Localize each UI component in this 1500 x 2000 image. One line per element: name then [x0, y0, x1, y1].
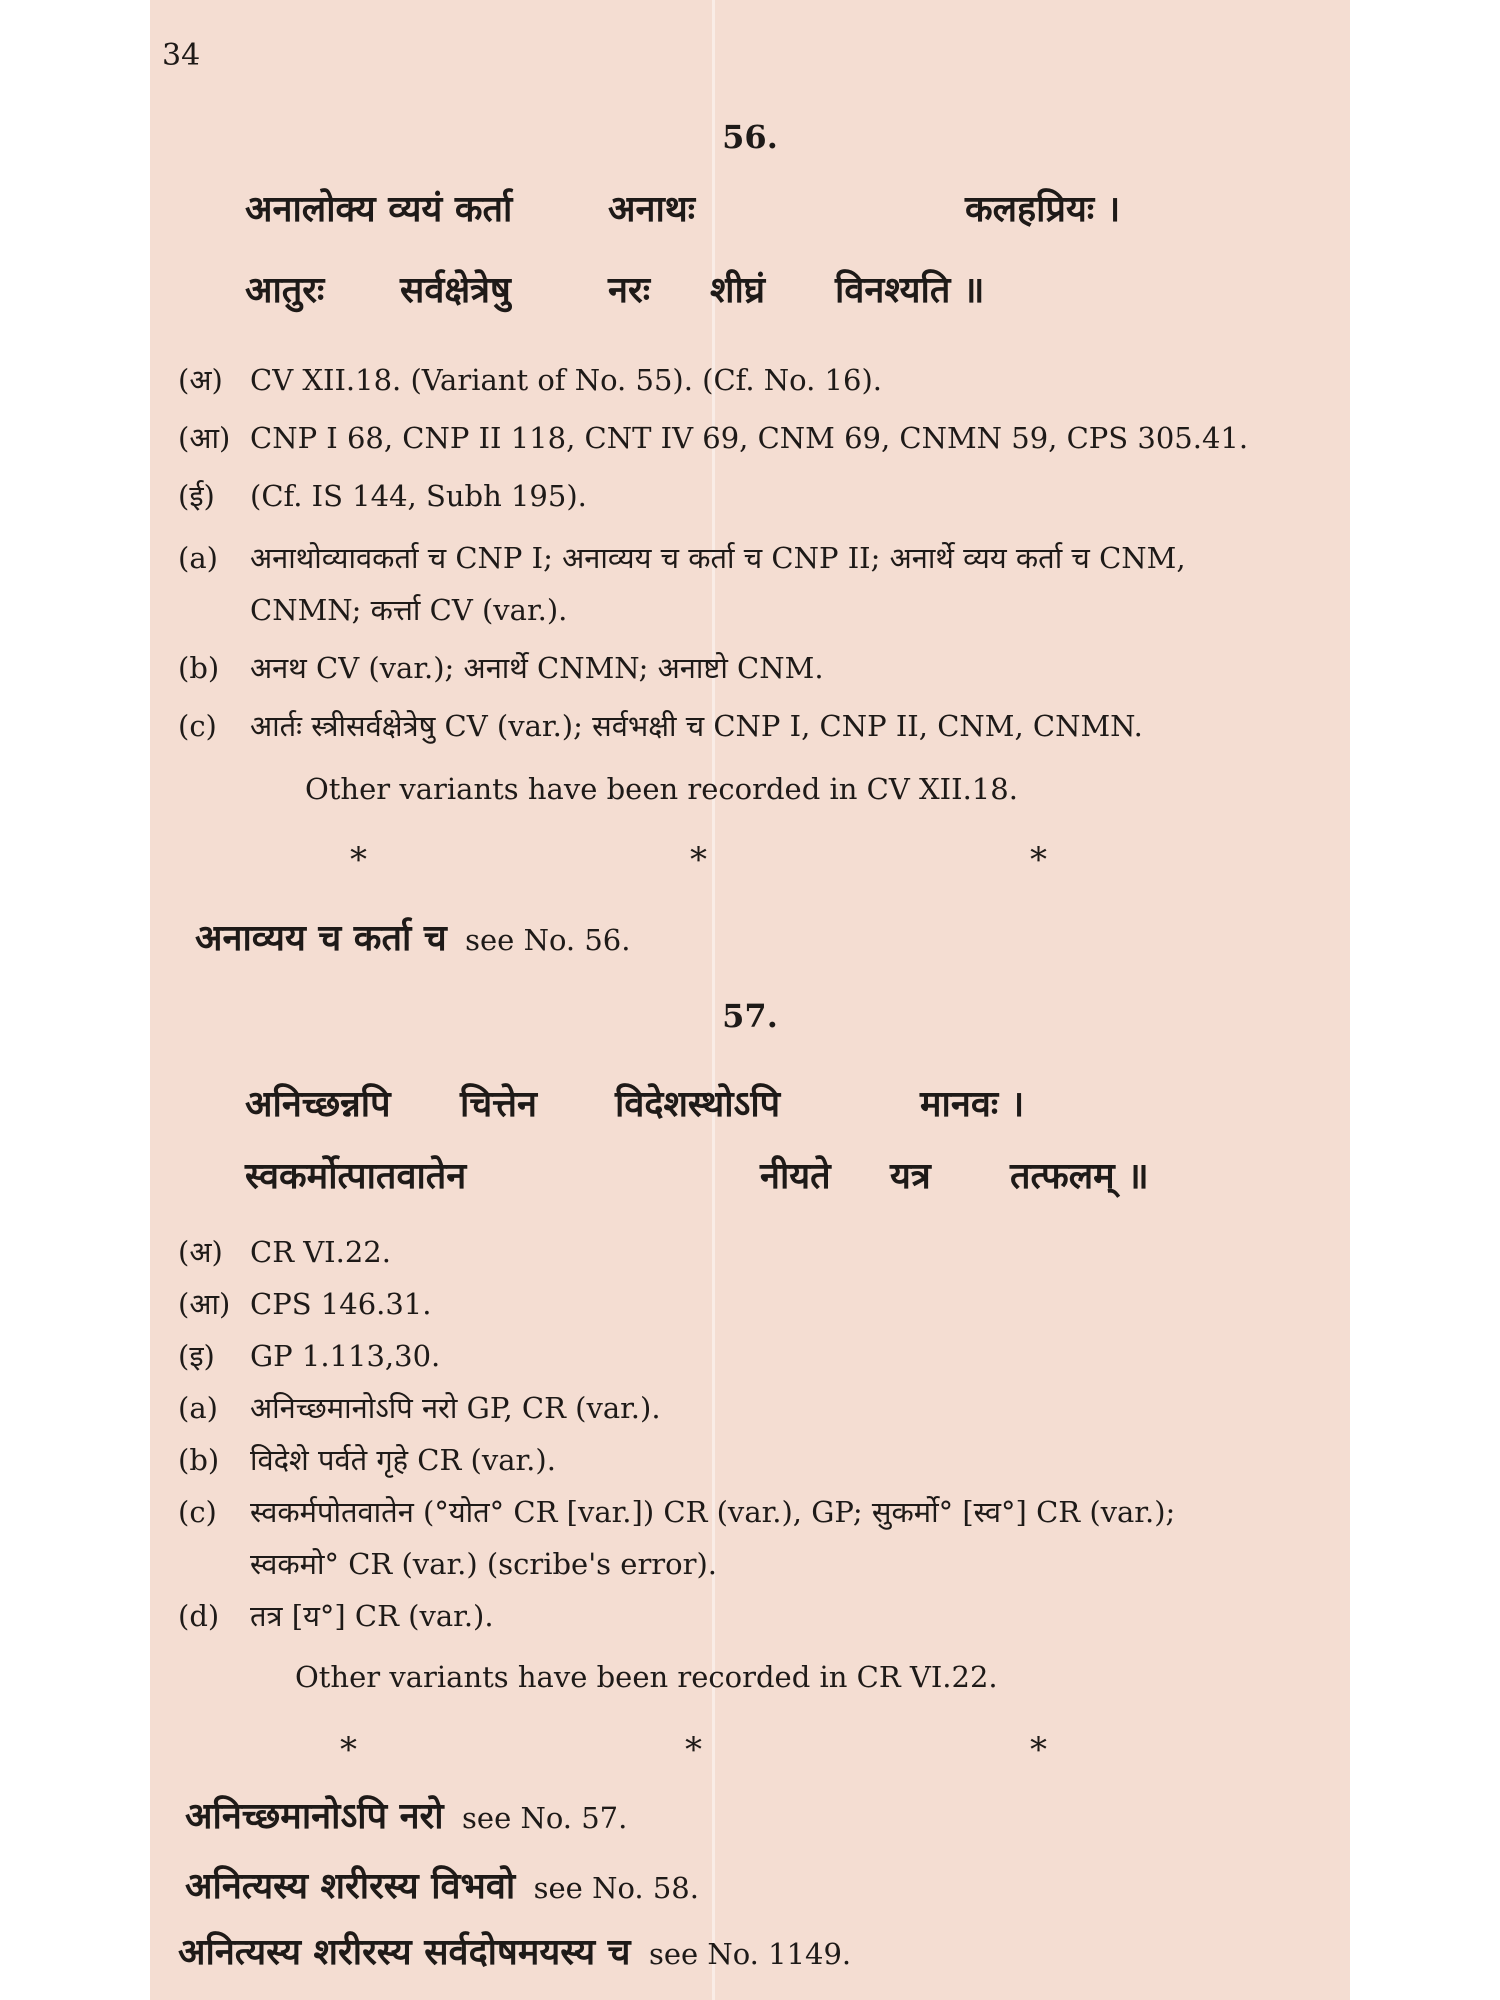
cross-reference: अनित्यस्य शरीरस्य सर्वदोषमयस्य च see No. 1149.: [178, 1931, 852, 1973]
separator-star: *: [1030, 840, 1047, 880]
entry-57-note: Other variants have been recorded in CR VI.22.: [295, 1660, 998, 1694]
ref-line: (अ) CR VI.22.: [178, 1235, 391, 1269]
entry-56-number: 56.: [722, 118, 778, 156]
ref-line: (आ) CPS 146.31.: [178, 1287, 432, 1321]
separator-star: *: [340, 1730, 357, 1770]
ref-line: (b) विदेशे पर्वते गृहे CR (var.).: [178, 1443, 556, 1477]
verse-57-line2-part3: यत्र: [890, 1155, 931, 1197]
separator-star: *: [685, 1730, 702, 1770]
verse-57-line2-part2: नीयते: [760, 1155, 831, 1197]
verse-57-line1-part4: मानवः ।: [920, 1083, 1025, 1125]
book-page: [150, 0, 1350, 2000]
ref-line: (ई) (Cf. IS 144, Subh 195).: [178, 479, 587, 513]
separator-star: *: [350, 840, 367, 880]
cross-reference: अनाव्यय च कर्ता च see No. 56.: [195, 917, 631, 959]
ref-line: (b) अनथ CV (var.); अनार्थे CNMN; अनाष्टो CNM.: [178, 651, 824, 685]
verse-56-line2-part1: आतुरः: [245, 269, 325, 311]
cross-reference: अनित्यस्य शरीरस्य विभवो see No. 58.: [185, 1865, 699, 1907]
ref-line: (a) अनिच्छमानोऽपि नरो GP, CR (var.).: [178, 1391, 661, 1425]
verse-57-line2-part4: तत्फलम् ॥: [1010, 1155, 1149, 1197]
cross-reference: अनिच्छमानोऽपि नरो see No. 57.: [185, 1795, 628, 1837]
entry-56-note: Other variants have been recorded in CV XII.18.: [305, 772, 1018, 806]
verse-56-line1-part3: कलहप्रियः ।: [965, 188, 1121, 230]
ref-line: CNMN; कर्त्ता CV (var.).: [250, 593, 568, 627]
verse-56-line2-part5: विनश्यति ॥: [835, 269, 985, 311]
verse-56-line2-part4: शीघ्रं: [710, 269, 766, 311]
ref-line: (d) तत्र [य°] CR (var.).: [178, 1599, 494, 1633]
ref-line: (c) स्वकर्मपोतवातेन (°योत° CR [var.]) CR (var.), GP; सुकर्मो° [स्व°] CR (var.);: [178, 1495, 1176, 1529]
verse-56-line2-part3: नरः: [608, 269, 650, 311]
verse-56-line1-part1: अनालोक्य व्ययं कर्ता: [245, 188, 513, 230]
separator-star: *: [1030, 1730, 1047, 1770]
verse-56-line1-part2: अनाथः: [608, 188, 696, 230]
verse-57-line2-part1: स्वकर्मोत्पातवातेन: [245, 1155, 467, 1197]
separator-star: *: [690, 840, 707, 880]
ref-line: (c) आर्तः स्त्रीसर्वक्षेत्रेषु CV (var.); सर्वभक्षी च CNP I, CNP II, CNM, CNMN.: [178, 709, 1143, 743]
ref-line: (इ) GP 1.113,30.: [178, 1339, 441, 1373]
ref-line: (आ) CNP I 68, CNP II 118, CNT IV 69, CNM 69, CNMN 59, CPS 305.41.: [178, 421, 1249, 455]
page-number: 34: [162, 38, 201, 73]
ref-line: (अ) CV XII.18. (Variant of No. 55). (Cf. No. 16).: [178, 363, 882, 397]
ref-line: स्वकमो° CR (var.) (scribe's error).: [250, 1547, 718, 1581]
verse-57-line1-part2: चित्तेन: [460, 1083, 538, 1125]
verse-57-line1-part1: अनिच्छन्नपि: [245, 1083, 391, 1125]
verse-56-line2-part2: सर्वक्षेत्रेषु: [400, 269, 511, 311]
entry-57-number: 57.: [722, 997, 778, 1035]
verse-57-line1-part3: विदेशस्थोऽपि: [615, 1083, 781, 1125]
ref-line: (a) अनाथोव्यावकर्ता च CNP I; अनाव्यय च कर्ता च CNP II; अनार्थे व्यय कर्ता च CNM,: [178, 541, 1186, 575]
